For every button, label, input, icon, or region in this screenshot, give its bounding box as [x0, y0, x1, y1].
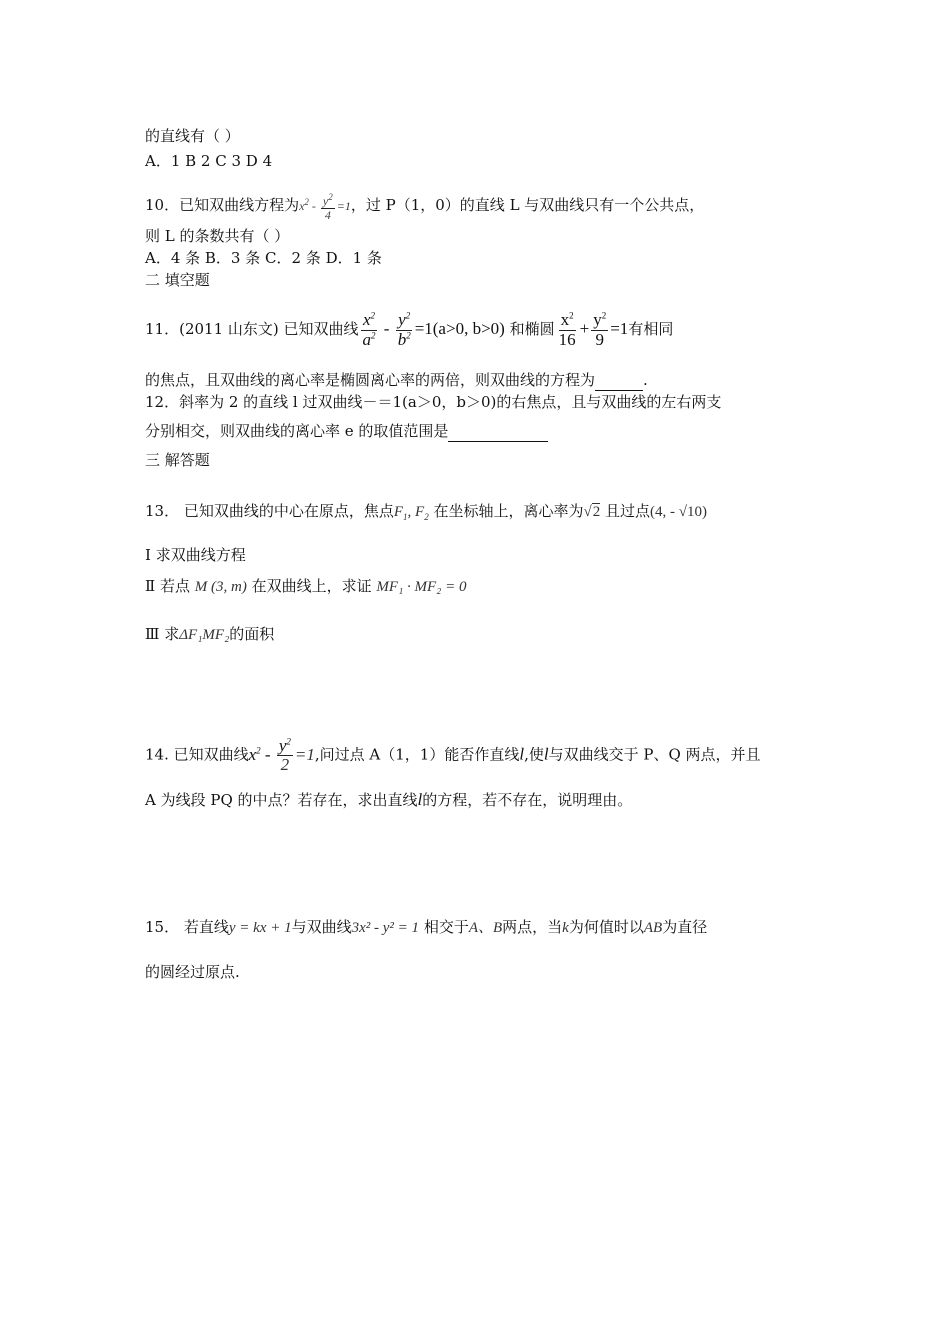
- q13-mid: 在坐标轴上，离心率为: [433, 502, 584, 520]
- q14-line2-pre: A 为线段 PQ 的中点？若存在，求出直线: [145, 791, 418, 809]
- section-fill-blank: 二 填空题: [145, 271, 210, 289]
- section-answer: 三 解答题: [145, 451, 210, 469]
- q13-eccentricity: √2: [583, 504, 601, 520]
- q10-formula: $x^2$ - $\frac{y^2}{4}$ =1: [299, 191, 351, 222]
- q15-eq1: y = kx + 1: [228, 920, 292, 936]
- q11-ellipse: $\frac{x^2}{16}$ + $\frac{y^2}{9}$ =1: [558, 309, 629, 349]
- q13-line1: [145, 496, 707, 532]
- q10-post: ，过 P（1，0）的直线 L 与双曲线只有一个公共点，: [350, 196, 705, 214]
- q11-answer-blank[interactable]: [595, 370, 643, 391]
- q11-line1: [145, 303, 673, 355]
- q12-line2: [145, 421, 548, 442]
- q11-hyperbola: $\frac{x^2}{a^2}$ - $\frac{y^2}{b^2}$: [362, 309, 411, 349]
- q15-ab: AB: [643, 920, 663, 936]
- q13-p3-tri: ΔF₁MF₂: [179, 627, 230, 643]
- q13-p2-point: M (3, m): [194, 579, 247, 595]
- q14-line2-post: 的方程，若不存在，说明理由。: [422, 791, 633, 809]
- q13-post: 且过点: [605, 502, 651, 520]
- q14-line1: [145, 728, 761, 777]
- q9-stem: 的直线有（ ）: [145, 127, 240, 145]
- q15-post: 为直径: [662, 918, 708, 936]
- q11-post: 有相同: [628, 320, 674, 338]
- q10-line1: [145, 184, 704, 224]
- q13-part3: [145, 620, 274, 649]
- q14-post: 与双曲线交于 P、Q 两点，并且: [548, 745, 761, 764]
- q10-line2: 则 L 的条数共有（ ）: [145, 227, 290, 245]
- q14-pre: 14. 已知双曲线: [145, 745, 249, 764]
- q15-mid2: 相交于: [423, 918, 469, 936]
- q11-condition: =1(a>0, b>0): [414, 319, 505, 338]
- q13-p3-post: 的面积: [229, 625, 275, 643]
- q13-p3-pre: Ⅲ 求: [145, 625, 180, 643]
- q11-end: .: [643, 371, 648, 389]
- q12-line1: 12．斜率为 2 的直线 l 过双曲线－＝1(a＞0，b＞0)的右焦点，且与双曲线的左右两支: [145, 393, 722, 411]
- q13-point: (4, - √10): [650, 504, 707, 520]
- q15-mid4: 为何值时以: [568, 918, 644, 936]
- q11-pre: 11．(2011 山东文) 已知双曲线: [145, 320, 359, 338]
- q13-part1: Ⅰ 求双曲线方程: [145, 546, 246, 564]
- q15-pre: 15． 若直线: [145, 918, 229, 936]
- q11-line2: [145, 370, 648, 391]
- q13-p2-eq: MF₁ · MF₂ = 0: [376, 579, 467, 595]
- q12-line2-text: 分别相交，则双曲线的离心率 e 的取值范围是: [145, 422, 449, 440]
- q15-mid3: 两点，当: [502, 918, 563, 936]
- q15-k: k: [562, 920, 569, 936]
- q11-line2-text: 的焦点，且双曲线的离心率是椭圆离心率的两倍，则双曲线的方程为: [145, 371, 596, 389]
- q13-part2: [145, 572, 467, 601]
- q13-foci: $F_1$, $F_2$: [393, 504, 429, 522]
- q14-l2: l: [543, 744, 549, 764]
- q10-options: A．4 条 B．3 条 C．2 条 D．1 条: [145, 249, 382, 267]
- q13-p2-mid: 在双曲线上，求证: [251, 577, 372, 595]
- q13-pre: 13． 已知双曲线的中心在原点，焦点: [145, 502, 394, 520]
- q14-line2: [145, 790, 632, 810]
- q11-mid: 和椭圆: [509, 320, 555, 338]
- q15-mid1: 与双曲线: [291, 918, 352, 936]
- q15-line1: [145, 912, 707, 943]
- q15-points: A、B: [468, 920, 503, 936]
- q13-p2-pre: Ⅱ 若点: [145, 577, 190, 595]
- q14-l3: l: [417, 790, 423, 809]
- q14-mid2: ,使: [524, 745, 544, 764]
- q10-pre: 10．已知双曲线方程为: [145, 196, 300, 214]
- q9-options: A．1 B 2 C 3 D 4: [145, 152, 273, 170]
- q15-eq2: 3x² - y² = 1: [351, 920, 420, 936]
- q14-mid1: ,问过点 A（1，1）能否作直线: [314, 745, 520, 764]
- q15-line2: 的圆经过原点.: [145, 963, 240, 981]
- q14-l1: l: [519, 744, 525, 764]
- q12-answer-blank[interactable]: [448, 421, 548, 442]
- q14-formula: $x^2$ - $\frac{y^2}{2}$ =1: [248, 735, 315, 775]
